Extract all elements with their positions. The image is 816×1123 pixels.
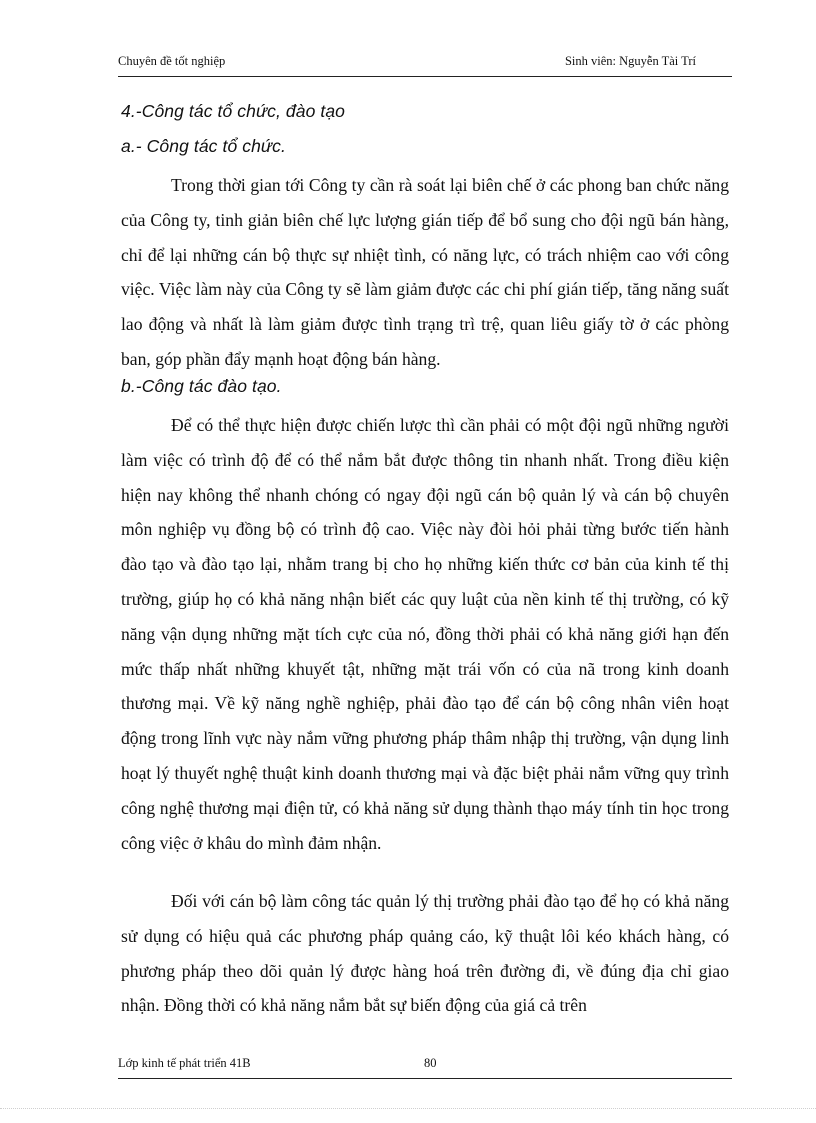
page-number: 80 xyxy=(424,1056,437,1070)
subsection-a-title: a.- Công tác tổ chức. xyxy=(121,136,286,156)
header-left-text: Chuyên đề tốt nghiệp xyxy=(118,54,226,68)
footer-left-text: Lớp kinh tế phát triển 41B xyxy=(118,1056,251,1070)
paragraph-b2: Đối với cán bộ làm công tác quản lý thị trường phải đào tạo để họ có khả năng sử dụng có hiệu quả các phương pháp quảng cáo, kỹ thuật lôi kéo khách hàng, có phương pháp theo dõi quản lý được hàng hoá trên đường đi, về đúng địa chỉ giao nhận. Đồng thời có khả năng nắm bắt sự biến động của giá cả trên xyxy=(121,891,729,1016)
paragraph-a: Trong thời gian tới Công ty cần rà soát lại biên chế ở các phong ban chức năng của Công ty, tinh giản biên chế lực lượng gián tiếp để bổ sung cho đội ngũ bán hàng, chỉ để lại những cán bộ thực sự nhiệt tình, có năng lực, có trách nhiệm cao với công việc. Việc làm này của Công ty sẽ làm giảm được các chi phí gián tiếp, tăng năng suất lao động và nhất là làm giảm được tình trạng trì trệ, quan liêu giấy tờ ở các phòng ban, góp phần đẩy mạnh hoạt động bán hàng. xyxy=(121,175,729,369)
section-title: 4.-Công tác tổ chức, đào tạo xyxy=(121,101,346,121)
subsection-b-title: b.-Công tác đào tạo. xyxy=(121,376,282,396)
page-bottom-divider xyxy=(0,1108,816,1109)
page-header xyxy=(118,48,732,77)
page-footer xyxy=(118,1052,732,1079)
paragraph-b1: Để có thể thực hiện được chiến lược thì cần phải có một đội ngũ những người làm việc có trình độ để có thể nắm bắt được thông tin nhanh nhất. Trong điều kiện hiện nay không thể nhanh chóng có ngay đội ngũ cán bộ quản lý và cán bộ chuyên môn nghiệp vụ đồng bộ có trình độ cao. Việc này đòi hỏi phải từng bước tiến hành đào tạo và đào tạo lại, nhằm trang bị cho họ những kiến thức cơ bản của kinh tế thị trường, giúp họ có khả năng nhận biết các quy luật của nền kinh tế thị trường, có kỹ năng vận dụng những mặt tích cực của nó, đồng thời phải có khả năng giới hạn đến mức thấp nhất những khuyết tật, những mặt trái vốn có của nã trong kinh doanh thương mại. Về kỹ năng nghề nghiệp, phải đào tạo để cán bộ công nhân viên hoạt động trong lĩnh vực này nắm vững phương pháp thâm nhập thị trường, vận dụng linh hoạt lý thuyết nghệ thuật kinh doanh thương mại và đặc biệt phải nắm vững quy trình công nghệ thương mại điện tử, có khả năng sử dụng thành thạo máy tính tin học trong công việc ở khâu do mình đảm nhận. xyxy=(121,415,729,853)
header-right-text: Sinh viên: Nguyễn Tài Trí xyxy=(564,54,696,68)
